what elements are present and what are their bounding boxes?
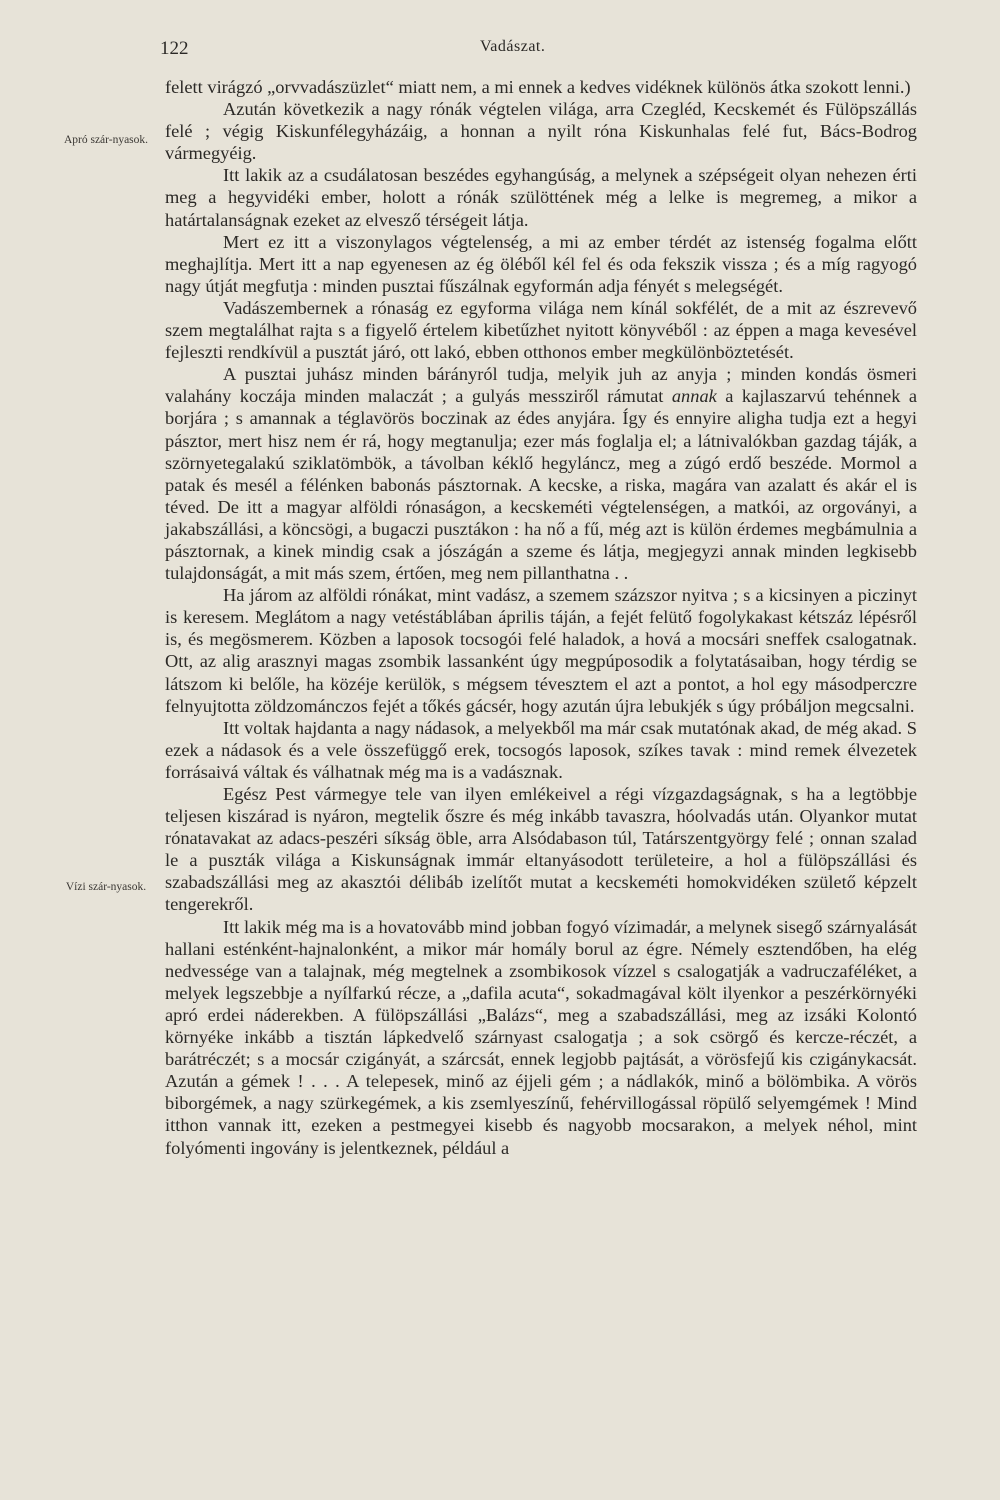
paragraph: Ha járom az alföldi rónákat, mint vadász, a szemem százszor nyitva ; s a kicsinyen a piczinyt is keresem. Meglátom a nagy vetéstáblában április táján, a fejét felütő fogolykakast kétszáz lépésről is, és megösmerem. Közben a laposok tocsogói felé haladok, a hová a mocsári sneffek csalogatnak. Ott, az alig arasznyi magas zsombik lassanként úgy megpúposodik a folytatásaiban, hogy térdig se látszom ki belőle, ha közéje kerülök, s mégsem tévesztem el azt a pontot, a hol egy másodperczre felnyujtotta zöldzománczos fejét a tőkés gácsér, hogy azután újra lebukjék s úgy próbáljon megcsalni. [165, 585, 917, 716]
margin-note-text: Apró szár-nyasok. [63, 134, 149, 146]
paragraph-text: a kajlaszarvú tehénnek a borjára ; s amannak a téglavörös boczinak az édes anyjára. Így és ennyire aligha tudja ezt a hegyi pásztor, mert hisz nem ér rá, hogy megtanulja; ezer más foglalja el; a látnivalókban gazdag táják, a szörnyetegalakú sziklatömbök, a távolban kéklő hegyláncz, meg a zúgó erdő beszéde. Mormol a patak és mesél a félénken babonás pásztornak. A kecske, a riska, magára van azalatt és akár el is téved. De itt a magyar alföldi rónaságon, a kecskeméti végtelenségen, a matkói, az orgoványi, a jakabszállási, a köncsögi, a bugaczi pusztákon : ha nő a fű, még azt is külön érdemes megbámulnia a pásztornak, a kinek mindig csak a jószágán a szeme és látja, megjegyzi annak minden legkisebb tulajdonságát, a mit más szem, értően, meg nem pillanthatna . . [165, 386, 917, 584]
emphasized-word: annak [671, 386, 717, 407]
margin-note-text: Vízi szár-nyasok. [65, 881, 147, 893]
paragraph: Mert ez itt a viszonylagos végtelenség, a mi az ember térdét az istenség fogalma előtt meghajlítja. Mert itt a nap egyenesen az ég öléből kél fel és oda fekszik vissza ; és a míg ragyogó nagy útját megfutja : minden pusztai fűszálnak egyformán adja fényét s melegségét. [165, 231, 917, 296]
paragraph: Itt voltak hajdanta a nagy nádasok, a melyekből ma már csak mutatónak akad, de még akad. S ezek a nádasok és a vele összefüggő erek, tocsogós laposok, szíkes tavak : mind remek élvezetek forrásaivá váltak és válhatnak még ma is a vadásznak. [165, 717, 917, 782]
paragraph: Azután következik a nagy rónák végtelen világa, arra Czegléd, Kecskemét és Fülöpszállás felé ; végig Kiskunfélegyházáig, a honnan a nyilt róna Kiskunhalas felé fut, Bács-Bodrog vármegyéig. [165, 99, 917, 164]
paragraph: Itt lakik még ma is a hovatovább mind jobban fogyó vízimadár, a melynek sisegő szárnyalását hallani esténként-hajnalonként, a mikor már homály borul az égre. Némely esztendőben, ha elég nedvessége van a talajnak, még megtelnek a zsombikosok vízzel s csalogatják a vadruczaféléket, a melyek legszebbje a nyílfarkú récze, a „dafila acuta“, sokadmagával költ ilyenkor a peszérkörnyéki apró erdei náderekben. A fülöpszállási „Balázs“, meg a szabadszállási, meg az izsáki Kolontó környéke inkább a tisztán lápkedvelő szárnyast csalogatja ; a sok csörgő és kercze-réczét, a barátréczét; s a mocsár czigányát, a szárcsát, ennek legjobb pajtását, a vörösfejű kis czigánykacsát. Azután a gémek ! . . . A telepesek, minő az éjjeli gém ; a nádlakók, minő a bölömbika. A vörös biborgémek, a nagy szürkegémek, a kis zsemlyeszínű, fehérvillogással röpülő selyemgémek ! Mind itthon vannak itt, ezeken a pestmegyei kisebb és nagyobb mocsarakon, a melyek néhol, mint folyómenti ingovány is jelentkeznek, például a [165, 916, 917, 1158]
paragraph: felett virágzó „orvvadászüzlet“ miatt nem, a mi ennek a kedves vidéknek különös átka szokott lenni.) [165, 77, 911, 97]
paragraph: Vadászembernek a rónaság ez egyforma világa nem kínál sokfélét, de a mit az észrevevő szem megtalálhat rajta s a figyelő értelem kibetűzhet nyitott könyvéből : az éppen a maga kevesével fejleszti rendkívül a pusztát járó, ott lakó, ebben otthonos ember megkülönböztetését. [165, 297, 917, 363]
body-text [165, 76, 917, 1159]
margin-note-water-fowl [60, 880, 152, 894]
paragraph: Egész Pest vármegye tele van ilyen emlékeivel a régi vízgazdagságnak, s ha a legtöbbje teljesen kiszárad is nyáron, megtelik őszre és még inkább tavaszra, hóolvadás után. Olyankor mutat rónatavakat az adacs-peszéri síkság öble, arra Alsódabason túl, Tatárszentgyörgy felé ; onnan szalad le a puszták világa a Kiskunságnak immár eltanyásodott területeire, a hol a fülöpszállási és szabadszállási meg az akasztói délibáb izelítőt mutat a kecskeméti homokvidéken születő képzelt tengerekről. [165, 784, 917, 915]
page-number: 122 [160, 38, 189, 59]
running-head [160, 38, 920, 66]
paragraph: Itt lakik az a csudálatosan beszédes egyhangúság, a melynek a szépségeit olyan nehezen érti meg a hegyvidéki ember, holott a rónák szülöttének még a lelke is megremeg, a mikor a határtalanságnak ezeket az elvesző térségeit látja. [165, 165, 917, 230]
running-title: Vadászat. [480, 38, 546, 55]
margin-note-small-fowl [60, 133, 152, 147]
paragraph-text: A pusztai juhász minden bárányról tudja, melyik juh az anyja ; minden kondás ösmeri valahány koczája minden malaczát ; a gulyás messziről rámutat [165, 364, 917, 407]
paragraph [165, 363, 917, 584]
